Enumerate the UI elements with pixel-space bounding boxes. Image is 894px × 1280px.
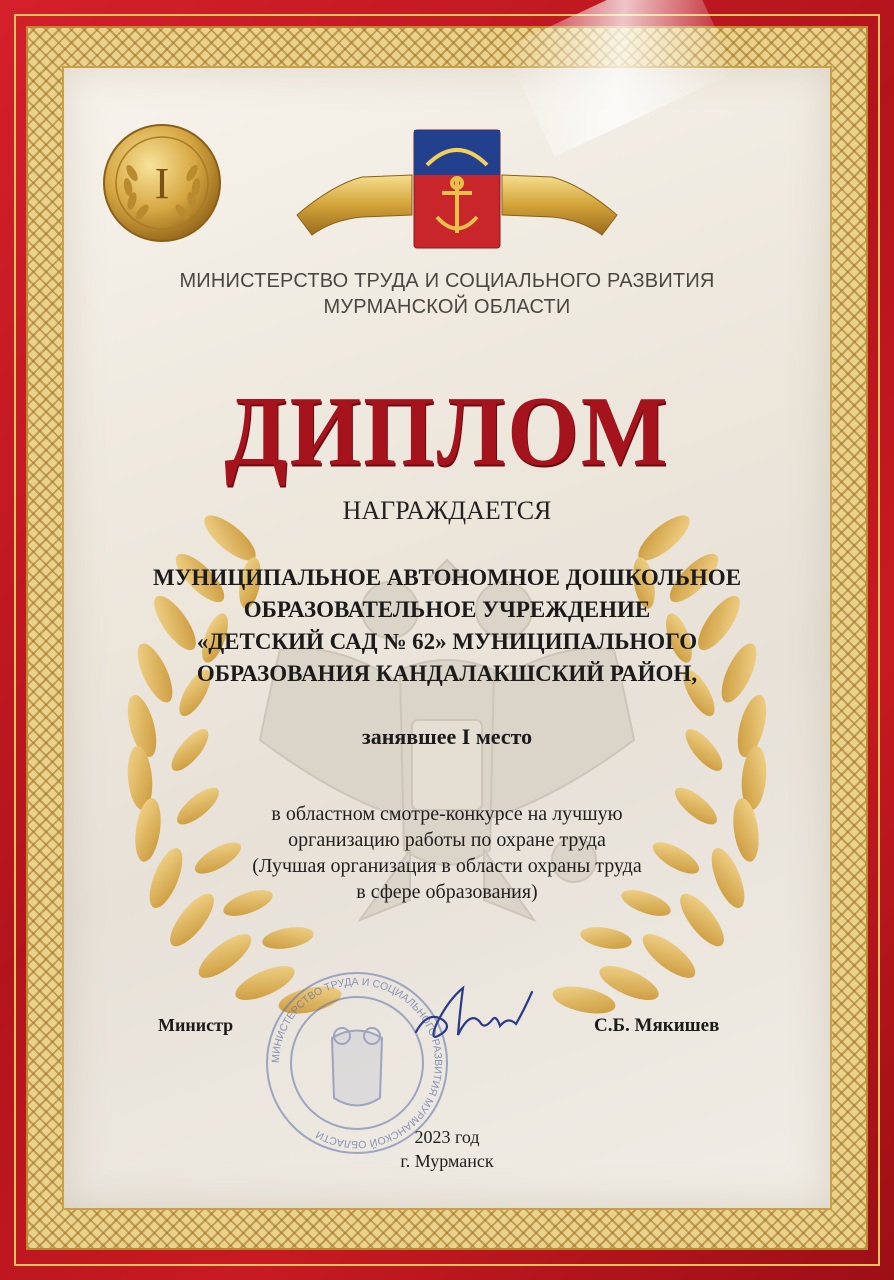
- signatory-position: Министр: [158, 1015, 234, 1035]
- ministry-name-line-1: МИНИСТЕРСТВО ТРУДА И СОЦИАЛЬНОГО РАЗВИТИЯ: [179, 270, 715, 292]
- recipient-line-1: МУНИЦИПАЛЬНОЕ АВТОНОМНОЕ ДОШКОЛЬНОЕ: [152, 565, 742, 590]
- signatory-name: С.Б. Мякишев: [594, 1015, 720, 1036]
- contest-line-4: в сфере образования): [356, 881, 538, 903]
- ministry-name-line-2: МУРМАНСКОЙ ОБЛАСТИ: [323, 296, 571, 318]
- recipient-line-3: «ДЕТСКИЙ САД № 62» МУНИЦИПАЛЬНОГО: [196, 629, 698, 654]
- issue-year: 2023 год: [414, 1127, 480, 1147]
- murmansk-coat-of-arms-icon: [292, 125, 622, 255]
- awarded-heading: НАГРАЖДАЕТСЯ: [342, 496, 552, 525]
- recipient-line-2: ОБРАЗОВАТЕЛЬНОЕ УЧРЕЖДЕНИЕ: [243, 597, 651, 622]
- signature-icon: [408, 980, 538, 1050]
- seal-text: МИНИСТЕРСТВО ТРУДА И СОЦИАЛЬНОГО РАЗВИТИЯ МУРМАНСКОЙ ОБЛАСТИ: [269, 975, 445, 1151]
- place-achieved: занявшее I место: [361, 724, 533, 749]
- document-title: ДИПЛОМ: [224, 375, 670, 487]
- contest-line-3: (Лучшая организация в области охраны труда: [252, 855, 642, 877]
- issue-city: г. Мурманск: [400, 1151, 494, 1171]
- contest-line-2: организацию работы по охране труда: [288, 829, 606, 851]
- recipient-line-4: ОБРАЗОВАНИЯ КАНДАЛАКШСКИЙ РАЙОН,: [196, 661, 698, 686]
- gold-medal-icon: [102, 123, 222, 243]
- medal-numeral: I: [154, 159, 170, 208]
- contest-line-1: в областном смотре-конкурсе на лучшую: [271, 803, 623, 825]
